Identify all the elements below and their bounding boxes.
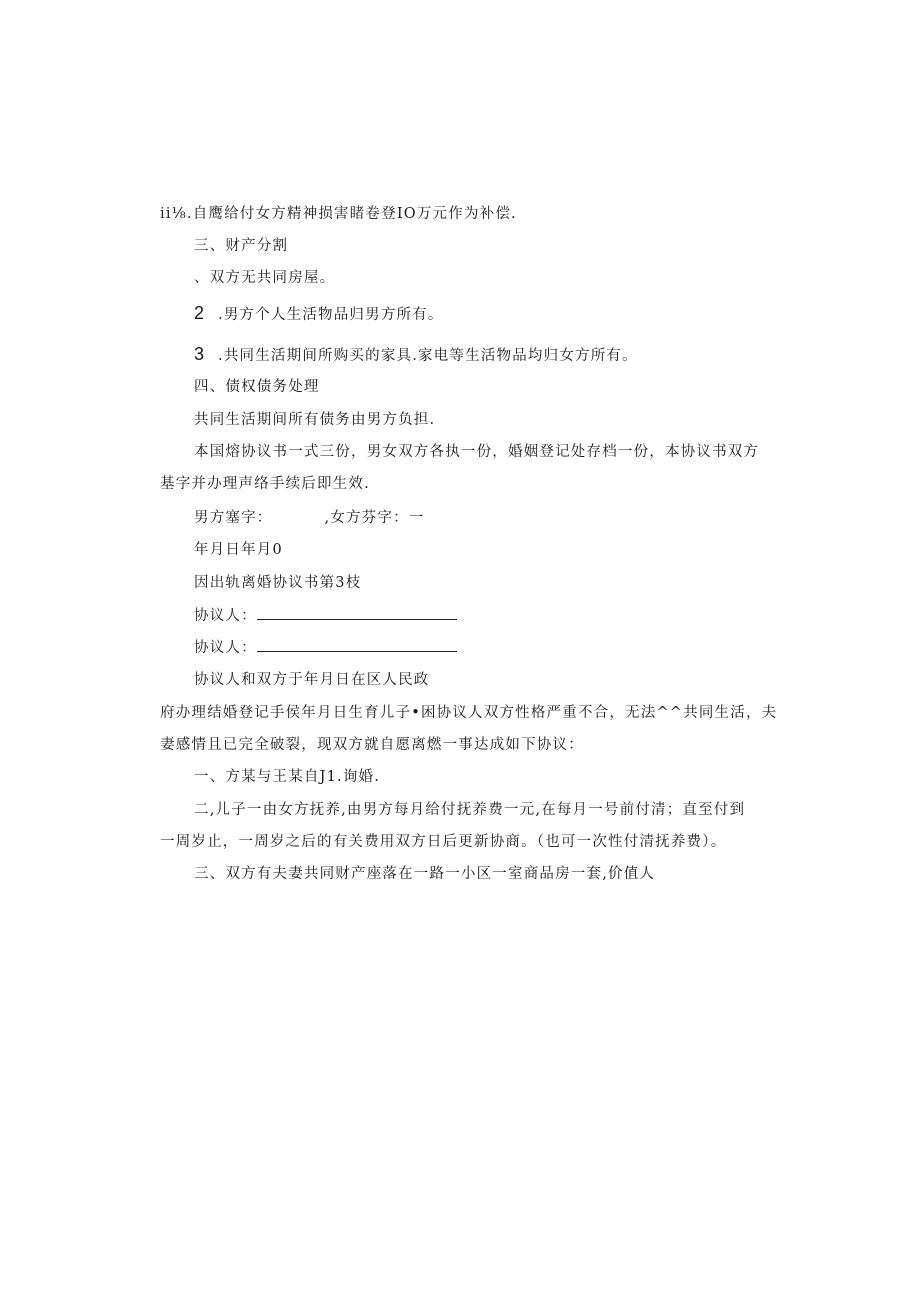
compensation-line: ii⅛.自鹰给付女方精神损害睹卷登IO万元作为补偿. — [160, 206, 517, 222]
female-signature-label: ,女方芬字：一 — [324, 510, 425, 526]
date-line: 年月日年月0 — [194, 542, 283, 558]
party-blank — [257, 605, 457, 620]
debt-line: 共同生活期间所有债务由男方负担. — [194, 412, 436, 428]
signature-line — [194, 508, 425, 528]
marriage-intro-line: 协议人和双方于年月日在区人民政 — [194, 672, 430, 688]
party-label: 协议人： — [194, 640, 257, 656]
item-text: .男方个人生活物品归男方所有。 — [218, 307, 444, 323]
item-number: 2 — [194, 303, 205, 323]
party-blank — [257, 637, 457, 652]
clause-2-line: 二,儿子一由女方抚养,由男方每月给付抚养费一元,在每月一号前付清；直至付到 — [194, 802, 746, 818]
no-shared-house-line: 、双方无共同房屋。 — [194, 270, 336, 286]
clause-2-continued-line: 一周岁止，一周岁之后的有关费用双方日后更新协商。（也可一次性付清抚养费）。 — [160, 834, 727, 850]
agreement-reached-line: 妻感情且已完全破裂，现双方就自愿离燃一事达成如下协议： — [160, 737, 584, 753]
clause-3-line: 三、双方有夫妻共同财产座落在一路一小区一室商品房一套,价值人 — [194, 866, 656, 882]
item-2-line — [194, 303, 444, 325]
section-property-division-heading: 三、财产分割 — [194, 238, 289, 254]
party-line-1 — [194, 605, 457, 626]
document-title-line: 因出轨离婚协议书第3枝 — [194, 575, 362, 591]
copies-line: 本国熔协议书一式三份，男女双方各执一份，婚姻登记处存档一份，本协议书双方 — [194, 444, 760, 460]
item-text: .共同生活期间所购买的家具.家电等生活物品均归女方所有。 — [218, 348, 638, 364]
section-debt-heading: 四、债权债务处理 — [194, 379, 320, 395]
item-number: 3 — [194, 344, 205, 364]
party-label: 协议人： — [194, 608, 257, 624]
party-line-2 — [194, 637, 457, 658]
effective-line: 基字并办理声络手续后即生效. — [160, 476, 370, 492]
marriage-registration-line: 府办理结婚登记手侯年月日生育儿子•困协议人双方性格严重不合，无法^^共同生活，夫 — [160, 705, 778, 721]
item-3-line — [194, 344, 638, 366]
clause-1-line: 一、方某与王某自J1.询婚. — [194, 769, 381, 785]
male-signature-label: 男方塞字： — [194, 510, 273, 526]
